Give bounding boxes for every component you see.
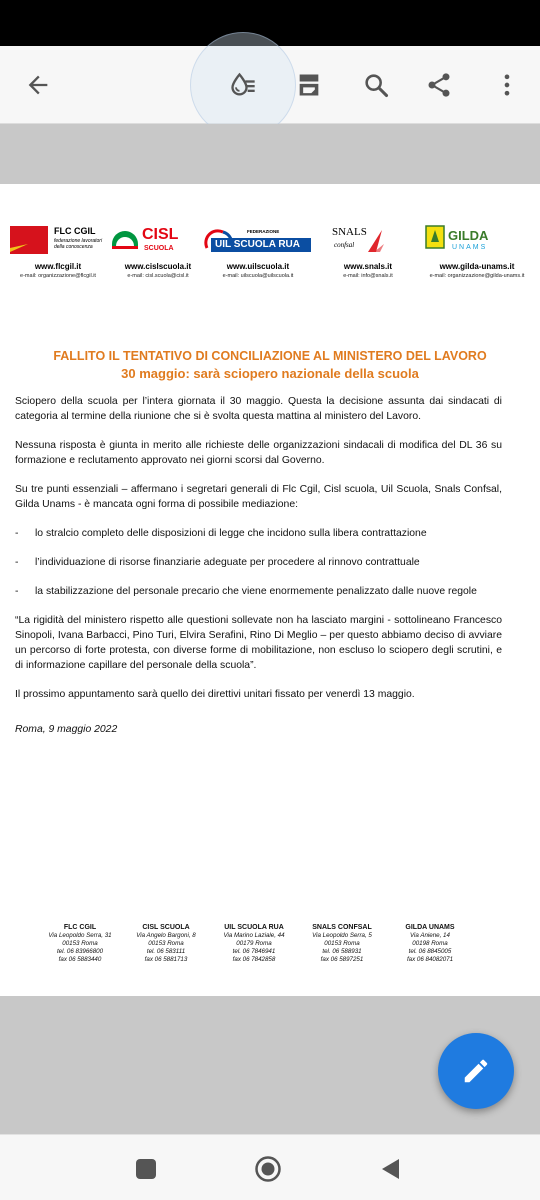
footer-tel: tel. 06 8845005 bbox=[408, 948, 452, 955]
footer-fax: fax 06 7842858 bbox=[232, 956, 276, 963]
share-button[interactable] bbox=[414, 60, 464, 110]
back-triangle-icon bbox=[379, 1157, 401, 1181]
bullet-text: lo stralcio completo delle disposizioni di legge che incidono sulla libera contrattazione bbox=[35, 528, 427, 539]
uil-mail: e-mail: uilscuola@uilscuola.it bbox=[222, 273, 294, 279]
snals-name: SNALS bbox=[332, 226, 367, 238]
flc-cgil-logo bbox=[8, 222, 108, 282]
footer-city: 00153 Roma bbox=[62, 940, 98, 947]
bullet-dash: - bbox=[15, 528, 19, 539]
more-options-button[interactable] bbox=[482, 60, 532, 110]
bullet-dash: - bbox=[15, 557, 19, 568]
search-button[interactable] bbox=[351, 60, 401, 110]
edit-pencil-icon bbox=[461, 1056, 491, 1086]
uil-sub: FEDERAZIONE bbox=[247, 229, 280, 234]
document-viewer[interactable] bbox=[0, 124, 540, 1134]
viewer-toolbar bbox=[0, 46, 540, 124]
footer-name: CISL SCUOLA bbox=[142, 924, 190, 931]
list-item bbox=[15, 526, 502, 541]
flc-cgil-site: www.flcgil.it bbox=[34, 262, 82, 271]
page-layout-icon bbox=[295, 71, 323, 99]
gilda-mail: e-mail: organizzazione@gilda-unams.it bbox=[429, 273, 525, 279]
recents-square-icon bbox=[135, 1158, 157, 1180]
paragraph-3: Su tre punti essenziali – affermano i segretari generali di Flc Cgil, Cisl scuola, Uil Scuola, Snals Confsal, Gilda Unams - è mancata ogni forma di possibile mediazione: bbox=[15, 484, 502, 510]
system-navigation-bar bbox=[0, 1134, 540, 1200]
home-button[interactable] bbox=[250, 1151, 286, 1187]
title-line-2: 30 maggio: sarà sciopero nazionale della scuola bbox=[121, 366, 419, 381]
document-page[interactable] bbox=[0, 184, 540, 996]
footer-name: FLC CGIL bbox=[63, 924, 97, 931]
search-icon bbox=[362, 71, 390, 99]
document-date: Roma, 9 maggio 2022 bbox=[15, 724, 118, 735]
list-item bbox=[15, 584, 502, 599]
snals-mail: e-mail: info@snals.it bbox=[343, 273, 393, 279]
cisl-name: CISL bbox=[142, 226, 179, 243]
footer-name: GILDA UNAMS bbox=[405, 924, 455, 931]
footer-tel: tel. 06 7846941 bbox=[232, 948, 276, 955]
document-body bbox=[15, 394, 502, 751]
cisl-site: www.cislscuola.it bbox=[124, 262, 192, 271]
footer-city: 00153 Roma bbox=[324, 940, 360, 947]
gilda-sub: UNAMS bbox=[452, 244, 488, 251]
cisl-scuola-logo bbox=[108, 222, 208, 282]
back-button[interactable] bbox=[13, 60, 63, 110]
footer-address: Via Angelo Bargoni, 8 bbox=[136, 932, 196, 939]
bullet-text: la stabilizzazione del personale precario che viene enormemente penalizzato dalle nuove regole bbox=[35, 586, 477, 597]
footer-address: Via Aniene, 14 bbox=[410, 932, 450, 939]
union-logos bbox=[8, 222, 532, 282]
footer-city: 00179 Roma bbox=[236, 940, 272, 947]
recents-button[interactable] bbox=[128, 1151, 164, 1187]
nav-back-button[interactable] bbox=[372, 1151, 408, 1187]
footer-snals bbox=[302, 924, 382, 964]
gilda-logo bbox=[422, 222, 532, 282]
flc-cgil-name: FLC CGIL bbox=[54, 226, 96, 236]
paragraph-4: “La rigidità del ministero rispetto alle questioni sollevate non ha lasciato margini - sottolineano Francesco Sinopoli, Ivana Barbacci, Pino Turi, Elvira Serafini, Rino Di Meglio – per questo abbiamo deciso di avviare un percorso di forte protesta, con diverse forme di mobilitazione, non escluso lo sciopero degli scrutini, e di informazione capillare del personale della scuola”. bbox=[15, 615, 502, 671]
title-line-1: FALLITO IL TENTATIVO DI CONCILIAZIONE AL MINISTERO DEL LAVORO bbox=[53, 349, 487, 363]
bullet-dash: - bbox=[15, 586, 19, 597]
snals-logo bbox=[318, 222, 418, 282]
footer-fax: fax 06 5881713 bbox=[144, 956, 188, 963]
flc-cgil-sub: federazione lavoratori della conoscenza bbox=[54, 238, 103, 250]
footer-city: 00153 Roma bbox=[148, 940, 184, 947]
footer-cisl-scuola bbox=[126, 924, 206, 964]
gilda-name: GILDA bbox=[448, 228, 489, 243]
footer-fax: fax 06 84082071 bbox=[406, 956, 454, 963]
flc-cgil-mail: e-mail: organizzazione@flcgil.it bbox=[20, 273, 96, 279]
back-arrow-icon bbox=[24, 71, 52, 99]
paragraph-5: Il prossimo appuntamento sarà quello dei direttivi unitari fissato per venerdì 13 maggio. bbox=[15, 689, 415, 700]
home-circle-icon bbox=[254, 1155, 282, 1183]
gilda-site: www.gilda-unams.it bbox=[439, 262, 515, 271]
paragraph-2: Nessuna risposta è giunta in merito alle richieste delle organizzazioni sindacali di modifica del DL 36 su formazione e reclutamento approvato nei giorni scorsi dal Governo. bbox=[15, 440, 502, 466]
footer-flc-cgil bbox=[40, 924, 120, 964]
footer-city: 00198 Roma bbox=[412, 940, 448, 947]
footer-fax: fax 06 5897251 bbox=[320, 956, 364, 963]
list-item bbox=[15, 555, 502, 570]
document-footer bbox=[40, 924, 480, 974]
page-layout-button[interactable] bbox=[284, 60, 334, 110]
footer-tel: tel. 06 83966800 bbox=[56, 948, 104, 955]
document-title bbox=[0, 347, 540, 383]
snals-site: www.snals.it bbox=[343, 262, 393, 271]
footer-address: Via Leopoldo Serra, 31 bbox=[48, 932, 112, 939]
paragraph-1: Sciopero della scuola per l’intera giornata il 30 maggio. Questa la decisione assunta dai sindacati di categoria al termine della riunione che si è svolta questa mattina al ministero del Lavoro. bbox=[15, 396, 502, 422]
uil-site: www.uilscuola.it bbox=[226, 262, 290, 271]
more-options-icon bbox=[493, 71, 521, 99]
uil-name: UIL SCUOLA RUA bbox=[215, 239, 300, 250]
footer-gilda bbox=[390, 924, 470, 964]
reading-mode-button[interactable] bbox=[218, 60, 268, 110]
cisl-mail: e-mail: cisl.scuola@cisl.it bbox=[127, 273, 189, 279]
footer-name: UIL SCUOLA RUA bbox=[224, 924, 284, 931]
bullet-text: l’individuazione di risorse finanziarie adeguate per procedere al rinnovo contrattuale bbox=[35, 557, 420, 568]
snals-sub: confsal bbox=[334, 241, 355, 249]
footer-name: SNALS CONFSAL bbox=[312, 924, 372, 931]
uil-scuola-logo bbox=[203, 222, 313, 282]
cisl-sub: SCUOLA bbox=[144, 245, 174, 252]
share-icon bbox=[425, 71, 453, 99]
footer-tel: tel. 06 588931 bbox=[322, 948, 362, 955]
footer-tel: tel. 06 583111 bbox=[146, 948, 186, 955]
footer-uil-scuola bbox=[214, 924, 294, 964]
footer-address: Via Marino Laziale, 44 bbox=[223, 932, 285, 939]
edit-fab-button[interactable] bbox=[438, 1033, 514, 1109]
footer-fax: fax 06 5883440 bbox=[58, 956, 102, 963]
reading-mode-icon bbox=[229, 71, 257, 99]
footer-address: Via Leopoldo Serra, 5 bbox=[312, 932, 372, 939]
